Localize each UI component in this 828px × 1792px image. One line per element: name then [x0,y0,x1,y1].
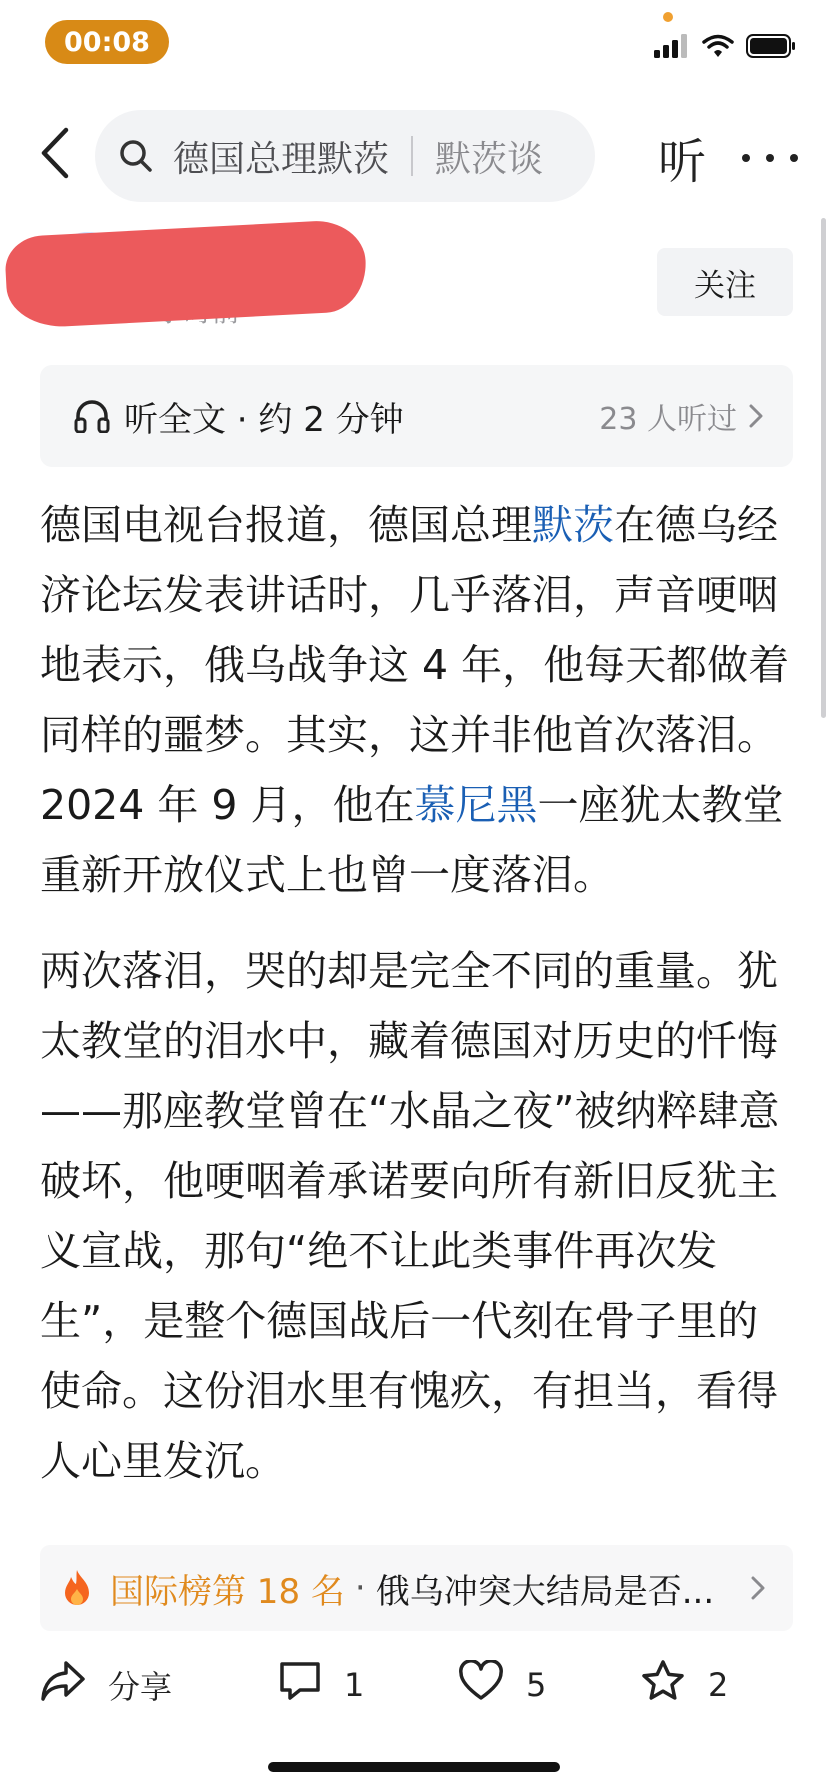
share-label: 分享 [108,1668,173,1706]
listen-count: 23 人听过 [599,402,737,437]
paragraph-text: 一座犹太教堂重新开放仪式上也曾一度落泪。 [40,781,784,899]
paragraph-text: 在德乌经济论坛发表讲话时，几乎落泪，声音哽咽地表示，俄乌战争这 4 年，他每天都做着同样的噩梦。其实，这并非他首次落泪。2024 年 9 月，他在 [40,501,790,829]
listen-label: 听全文 · 约 2 分钟 [124,399,404,440]
search-divider [411,136,413,176]
listen-button[interactable]: 听 [657,133,706,190]
chevron-right-icon [749,404,763,428]
comment-count: 1 [344,1666,365,1704]
link-munich[interactable]: 慕尼黑 [414,781,538,829]
rank-label: 国际榜第 18 名 [110,1571,345,1612]
link-merz[interactable]: 默茨 [532,501,614,549]
rank-separator: · [354,1568,366,1608]
hot-rank-bar[interactable] [40,1545,793,1631]
back-icon [40,127,70,183]
action-bar [40,1650,795,1720]
article-paragraph-2: 两次落泪，哭的却是完全不同的重量。犹太教堂的泪水中，藏着德国对历史的忏悔——那座教堂曾在“水晶之夜”被纳粹肆意破坏，他哽咽着承诺要向所有新旧反犹主义宣战，那句“绝不让此类事件再次发生”，是整个德国战后一代刻在骨子里的使命。这份泪水里有愧疚，有担当，看得人心里发沉。 [40,947,780,1485]
star-icon [640,1659,686,1711]
share-icon [40,1660,86,1710]
search-query: 德国总理默茨 [173,138,390,180]
status-icons [654,34,804,62]
status-time: 00:08 [45,20,169,64]
battery-icon [746,34,796,62]
more-icon[interactable] [742,138,798,178]
search-icon [119,139,153,173]
back-button[interactable] [30,122,80,188]
signal-icon [654,34,690,62]
share-button[interactable] [40,1650,172,1720]
scrollbar[interactable] [821,218,826,718]
rank-topic: 俄乌冲突大结局是否... [375,1571,715,1612]
heart-icon [458,1660,504,1710]
home-indicator[interactable] [268,1762,560,1772]
comment-icon [278,1660,322,1710]
headphones-icon [74,399,110,433]
redaction-scribble [4,219,368,330]
favorite-count: 2 [708,1666,729,1704]
search-bar[interactable] [95,110,595,202]
comment-button[interactable] [278,1650,364,1720]
fire-icon [62,1569,92,1607]
follow-button[interactable]: 关注 [657,248,793,316]
privacy-indicator-dot [663,12,673,22]
paragraph-text: 德国电视台报道，德国总理 [40,501,532,549]
chevron-right-icon [751,1576,765,1600]
favorite-button[interactable] [640,1650,728,1720]
listen-full-text-bar[interactable] [40,365,793,467]
like-button[interactable] [458,1650,546,1720]
wifi-icon [702,34,734,62]
like-count: 5 [526,1666,547,1704]
search-suggestion[interactable]: 默茨谈 [435,138,544,180]
article-body [40,490,795,1522]
article-paragraph-1 [40,490,795,910]
